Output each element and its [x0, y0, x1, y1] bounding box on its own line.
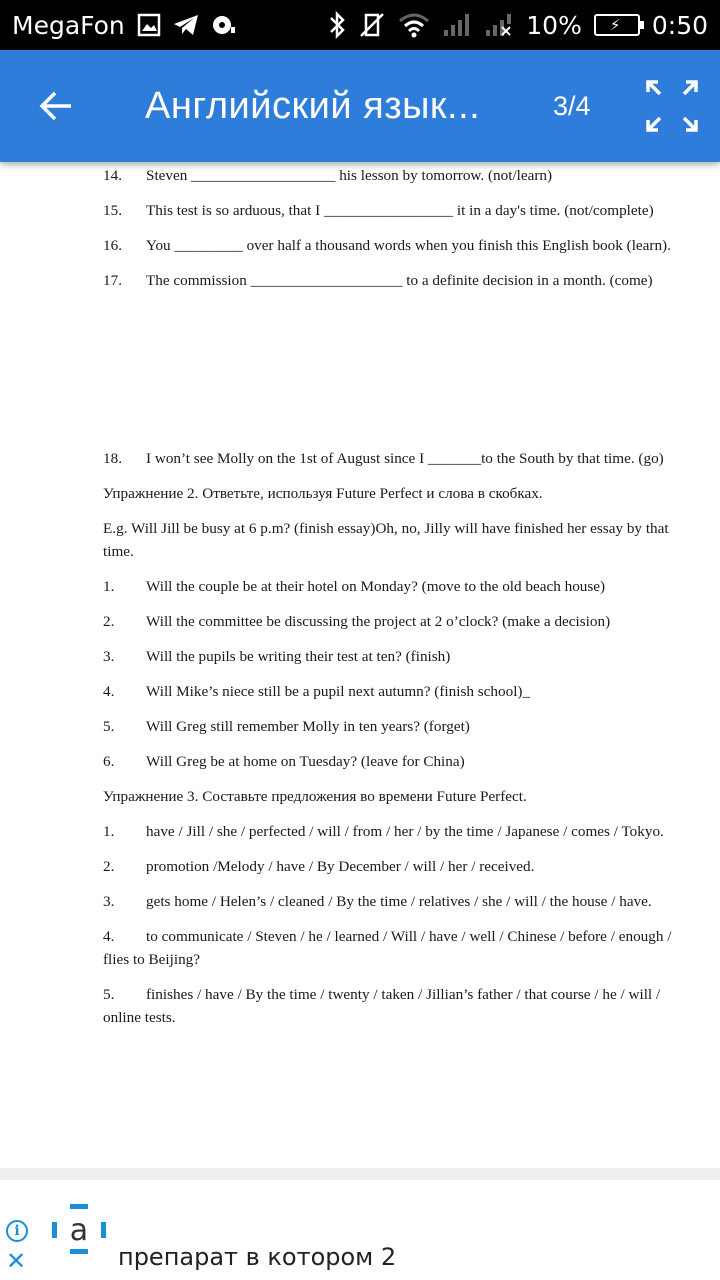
exercise-item [103, 715, 673, 738]
item-text: Steven ___________________ his lesson by tomorrow. (not/learn) [146, 167, 553, 184]
ad-close-icon[interactable]: ✕ [6, 1247, 27, 1275]
ad-logo-icon [52, 1202, 106, 1256]
exercise-item [103, 610, 673, 633]
exercise-item [103, 750, 673, 773]
item-number: 3. [103, 893, 115, 910]
item-number: 2. [103, 613, 115, 630]
exercise-item [103, 164, 673, 187]
item-text: gets home / Helen’s / cleaned / By the time / relatives / she / will / the house / have. [146, 893, 652, 910]
item-text: Will Greg be at home on Tuesday? (leave for China) [146, 753, 465, 770]
item-text: Will the pupils be writing their test at ten? (finish) [146, 648, 451, 665]
carrier-label: MegaFon [12, 10, 125, 40]
signal-icon [442, 12, 472, 38]
document-page[interactable] [0, 162, 720, 1168]
item-text: Will the couple be at their hotel on Monday? (move to the old beach house) [146, 578, 606, 595]
item-number: 2. [103, 858, 115, 875]
item-text: Will the committee be discussing the project at 2 o’clock? (make a decision) [146, 613, 611, 630]
exercise-item [103, 890, 673, 913]
item-text: Will Mike’s niece still be a pupil next autumn? (finish school)_ [146, 683, 531, 700]
exercise2-heading: Упражнение 2. Ответьте, используя Future Perfect и слова в скобках. [103, 485, 543, 502]
item-text: Will Greg still remember Molly in ten years? (forget) [146, 718, 470, 735]
ad-logo-text: a [69, 1213, 89, 1248]
exercise-item [103, 855, 673, 878]
exercise-item [103, 645, 673, 668]
item-text: This test is so arduous, that I _________________ it in a day's time. (not/complete) [146, 202, 654, 219]
back-button[interactable] [30, 80, 82, 132]
item-number: 4. [103, 683, 115, 700]
item-number: 3. [103, 648, 115, 665]
arrow-back-icon [38, 88, 74, 124]
item-number: 4. [103, 928, 115, 945]
item-number: 5. [103, 986, 115, 1003]
page-counter: 3/4 [553, 91, 591, 121]
signal-x-icon [484, 12, 514, 38]
status-bar [0, 0, 720, 50]
image-icon [137, 13, 161, 37]
item-text: The commission ____________________ to a definite decision in a month. (come) [146, 272, 653, 289]
exercise-item [103, 820, 673, 843]
exercise-item [103, 575, 673, 598]
fullscreen-icon [644, 78, 700, 134]
clock: 0:50 [651, 10, 708, 40]
item-number: 17. [103, 272, 122, 289]
ad-banner[interactable] [0, 1180, 720, 1280]
item-text: have / Jill / she / perfected / will / from / her / by the time / Japanese / comes / Tokyo. [146, 823, 664, 840]
battery-percent: 10% [526, 10, 582, 40]
media-icon [211, 13, 237, 37]
item-text: You _________ over half a thousand words when you finish this English book (learn). [146, 237, 671, 254]
ad-text[interactable]: препарат в котором 2 [118, 1243, 397, 1271]
telegram-icon [173, 13, 199, 37]
item-number: 6. [103, 753, 115, 770]
exercise-item [103, 234, 673, 257]
item-number: 1. [103, 578, 115, 595]
item-number: 16. [103, 237, 122, 254]
exercise-item [103, 199, 673, 222]
blank-space [103, 304, 673, 447]
item-text: to communicate / Steven / he / learned / Will / have / well / Chinese / before / enough / flies to Beijing? [103, 928, 672, 968]
item-number: 14. [103, 167, 122, 184]
ad-info-icon[interactable]: i [6, 1220, 28, 1242]
fullscreen-button[interactable] [644, 78, 700, 134]
item-number: 5. [103, 718, 115, 735]
exercise2-example: E.g. Will Jill be busy at 6 p.m? (finish essay)Oh, no, Jilly will have finished her essay by that time. [103, 520, 669, 560]
exercise-item [103, 269, 673, 292]
bluetooth-icon [328, 11, 346, 39]
document-title: Английский язык... [145, 85, 481, 127]
exercise-item [103, 680, 673, 703]
app-bar [0, 50, 720, 162]
item-number: 15. [103, 202, 122, 219]
wifi-icon [398, 12, 430, 38]
exercise-item [103, 925, 673, 971]
item-text: promotion /Melody / have / By December / will / her / received. [146, 858, 535, 875]
item-number: 1. [103, 823, 115, 840]
exercise3-heading: Упражнение 3. Составьте предложения во времени Future Perfect. [103, 788, 527, 805]
battery-icon: ⚡ [594, 14, 640, 36]
exercise-item: 18. I won’t see Molly on the 1st of August since I _______to the South by that time. (go) [103, 450, 664, 467]
document-content [103, 164, 673, 1041]
vibrate-off-icon [358, 11, 386, 39]
item-text: finishes / have / By the time / twenty / taken / Jillian’s father / that course / he / will / online tests. [103, 986, 661, 1026]
exercise-item [103, 983, 673, 1029]
